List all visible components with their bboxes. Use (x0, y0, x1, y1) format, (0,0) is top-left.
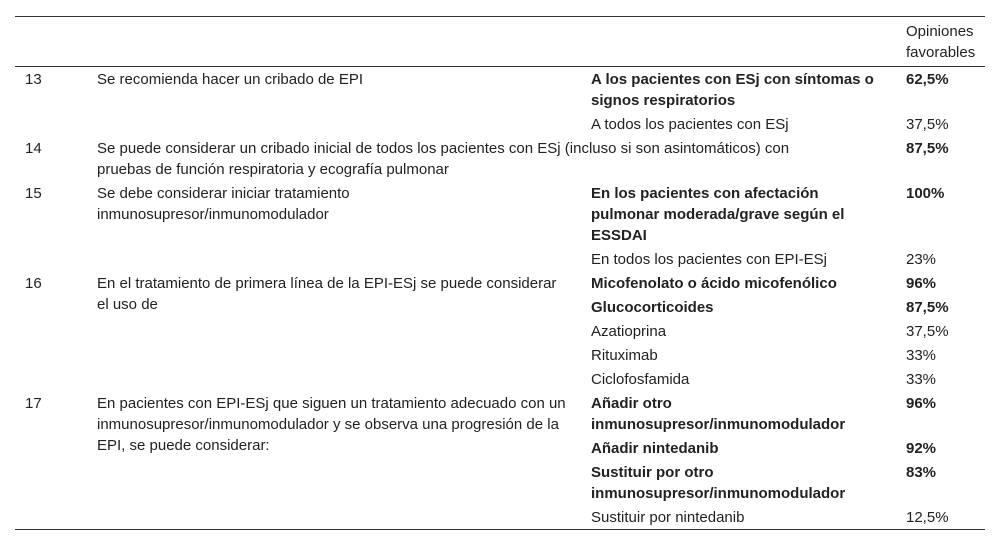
row-percentage: 37,5% (906, 323, 949, 340)
row-statement: En el tratamiento de primera línea de la EPI-ESj se puede considerar el uso de (97, 275, 557, 313)
row-percentage: 33% (906, 371, 937, 388)
row-option: En los pacientes con afectación pulmonar moderada/grave según el ESSDAI (591, 185, 845, 244)
header-option (581, 17, 896, 67)
table-row (15, 181, 985, 247)
row-percentage: 100% (906, 185, 945, 202)
row-number: 14 (25, 140, 42, 157)
header-number (15, 17, 87, 67)
row-option: Micofenolato o ácido micofenólico (591, 275, 837, 292)
row-percentage: 92% (906, 440, 937, 457)
row-option: Añadir nintedanib (591, 440, 719, 457)
table-row (15, 391, 985, 436)
table-row (15, 271, 985, 295)
row-option: En todos los pacientes con EPI-ESj (591, 251, 827, 268)
row-percentage: 83% (906, 464, 937, 481)
row-option: Sustituir por nintedanib (591, 509, 745, 526)
row-percentage: 62,5% (906, 71, 949, 88)
row-percentage: 37,5% (906, 116, 949, 133)
row-option: Azatioprina (591, 323, 667, 340)
recommendations-table (15, 17, 985, 529)
row-option: Añadir otro inmunosupresor/inmunomodulador (591, 395, 846, 433)
row-statement-line-1: Se puede considerar un cribado inicial de todos los pacientes con ESj (incluso si son asintomáticos) con (97, 140, 790, 157)
row-option: Ciclofosfamida (591, 371, 690, 388)
row-number: 17 (25, 395, 42, 412)
row-statement: Se recomienda hacer un cribado de EPI (97, 71, 363, 88)
row-number: 16 (25, 275, 42, 292)
row-percentage: 96% (906, 395, 937, 412)
row-option: A todos los pacientes con ESj (591, 116, 789, 133)
row-number: 13 (25, 71, 42, 88)
row-statement (87, 136, 896, 181)
table-row (15, 67, 985, 113)
row-option: Sustituir por otro inmunosupresor/inmunomodulador (591, 464, 846, 502)
header-statement (87, 17, 581, 67)
row-statement: En pacientes con EPI-ESj que siguen un tratamiento adecuado con un inmunosupresor/inmunomodulador y se observa una progresión de la EPI, se puede considerar: (97, 395, 566, 454)
row-statement-line-2: pruebas de función respiratoria y ecografía pulmonar (97, 161, 449, 178)
table-row (15, 136, 985, 181)
header-favorable-opinions: Opiniones favorables (896, 17, 985, 67)
row-percentage: 96% (906, 275, 937, 292)
row-option: Glucocorticoides (591, 299, 714, 316)
row-percentage: 23% (906, 251, 937, 268)
row-option: Rituximab (591, 347, 658, 364)
row-percentage: 87,5% (906, 140, 949, 157)
row-number: 15 (25, 185, 42, 202)
row-percentage: 12,5% (906, 509, 949, 526)
table-header-row (15, 17, 985, 67)
row-percentage: 33% (906, 347, 937, 364)
row-percentage: 87,5% (906, 299, 949, 316)
row-statement: Se debe considerar iniciar tratamiento inmunosupresor/inmunomodulador (97, 185, 350, 223)
row-option: A los pacientes con ESj con síntomas o signos respiratorios (591, 71, 874, 109)
recommendations-table-container (15, 16, 985, 530)
